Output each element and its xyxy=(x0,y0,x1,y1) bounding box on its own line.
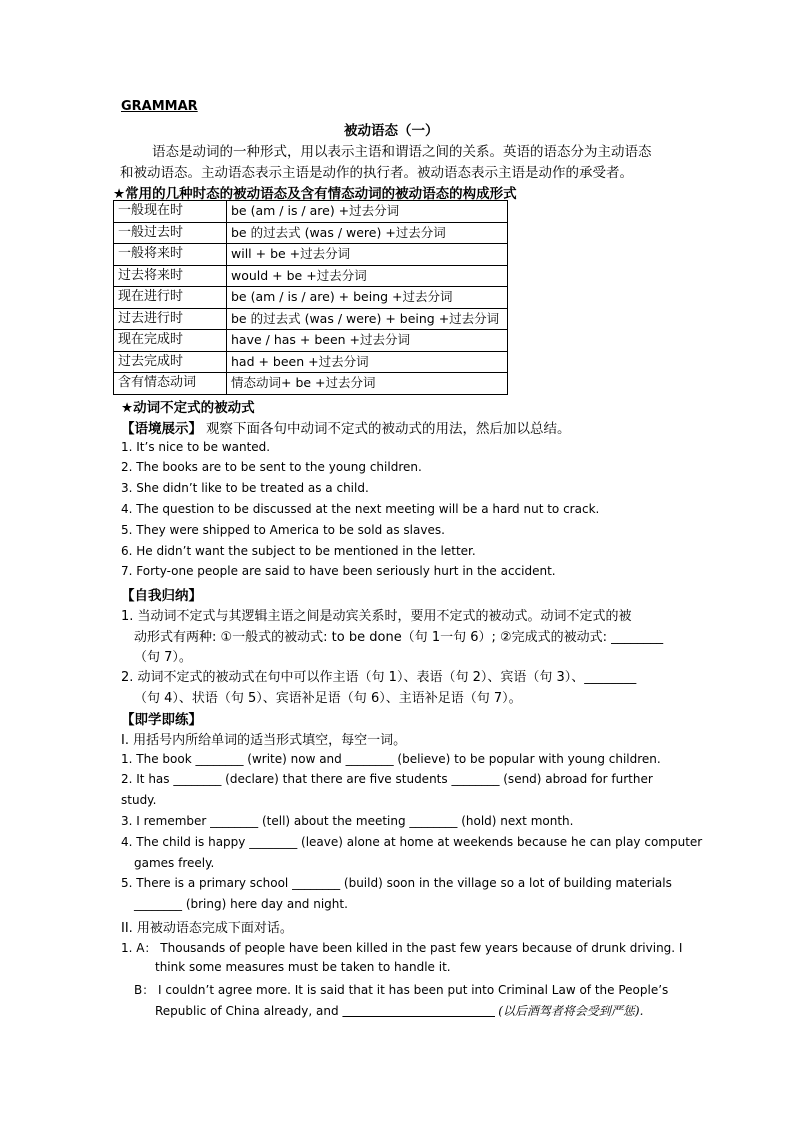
tense-cell: 过去完成时 xyxy=(114,351,227,373)
practice-heading: 【即学即练】 xyxy=(121,712,202,728)
summary-item-2-line-2: （句 4）、状语（句 5）、宾语补足语（句 6）、主语补足语（句 7）。 xyxy=(134,691,522,706)
tense-cell: 一般现在时 xyxy=(114,201,227,223)
dialogue-b-text: Republic of China already, and xyxy=(155,1004,339,1018)
tense-cell: 现在完成时 xyxy=(114,330,227,352)
question-2-line-2: study. xyxy=(121,793,157,807)
table-row xyxy=(114,222,508,244)
tense-cell: 一般将来时 xyxy=(114,244,227,266)
summary-item-1-line-1: 1. 当动词不定式与其逻辑主语之间是动宾关系时，要用不定式的被动式。动词不定式的被 xyxy=(121,609,632,624)
intro-line-1: 语态是动词的一种形式，用以表示主语和谓语之间的关系。英语的语态分为主动语态 xyxy=(152,144,652,160)
form-cell: have / has + been +过去分词 xyxy=(227,330,508,352)
context-label: 【语境展示】 xyxy=(121,421,202,437)
summary-item-2-line-1: 2. 动词不定式的被动式在句中可以作主语（句 1）、表语（句 2）、宾语（句 3）、________ xyxy=(121,670,637,685)
table-row xyxy=(114,330,508,352)
dialogue-a-line-2: think some measures must be taken to handle it. xyxy=(155,960,451,974)
example-4: 4. The question to be discussed at the next meeting will be a hard nut to crack. xyxy=(121,502,600,516)
context-instruction: 观察下面各句中动词不定式的被动式的用法，然后加以总结。 xyxy=(206,421,571,437)
form-cell: be 的过去式 (was / were) +过去分词 xyxy=(227,222,508,244)
summary-heading: 【自我归纳】 xyxy=(121,588,202,604)
table-row xyxy=(114,351,508,373)
table-row xyxy=(114,373,508,395)
question-3: 3. I remember ________ (tell) about the meeting ________ (hold) next month. xyxy=(121,814,574,828)
question-5-line-2: ________ (bring) here day and night. xyxy=(134,897,348,911)
question-1: 1. The book ________ (write) now and ________ (believe) to be popular with young children. xyxy=(121,752,661,766)
example-5: 5. They were shipped to America to be sold as slaves. xyxy=(121,523,445,537)
passive-forms-table xyxy=(113,200,508,395)
form-cell: be (am / is / are) + being +过去分词 xyxy=(227,287,508,309)
question-4-line-2: games freely. xyxy=(134,856,215,870)
question-5-line-1: 5. There is a primary school ________ (build) soon in the village so a lot of building materials xyxy=(121,876,672,890)
table-row xyxy=(114,265,508,287)
example-6: 6. He didn’t want the subject to be mentioned in the letter. xyxy=(121,544,476,558)
question-2-line-1: 2. It has ________ (declare) that there are five students ________ (send) abroad for further xyxy=(121,772,653,786)
question-4-line-1: 4. The child is happy ________ (leave) alone at home at weekends because he can play computer xyxy=(121,835,703,849)
practice-part-1-title: I. 用括号内所给单词的适当形式填空，每空一词。 xyxy=(121,733,407,748)
grammar-label: GRAMMAR xyxy=(121,99,198,114)
form-cell: 情态动词+ be +过去分词 xyxy=(227,373,508,395)
example-1: 1. It’s nice to be wanted. xyxy=(121,440,271,454)
dialogue-a-line-1: 1. A： Thousands of people have been killed in the past few years because of drunk driving. I xyxy=(121,941,683,955)
context-row xyxy=(121,417,571,437)
table-row xyxy=(114,201,508,223)
example-3: 3. She didn’t like to be treated as a child. xyxy=(121,481,369,495)
tense-cell: 现在进行时 xyxy=(114,287,227,309)
example-7: 7. Forty-one people are said to have been seriously hurt in the accident. xyxy=(121,564,556,578)
form-cell: had + been +过去分词 xyxy=(227,351,508,373)
intro-line-2: 和被动语态。主动语态表示主语是动作的执行者。被动语态表示主语是动作的承受者。 xyxy=(120,165,633,181)
section-heading-passive-forms: ★常用的几种时态的被动语态及含有情态动词的被动语态的构成形式 xyxy=(113,186,517,202)
summary-item-1-line-3: （句 7）。 xyxy=(134,650,192,665)
chinese-hint: (以后酒驾者将会受到严惩). xyxy=(498,1004,644,1018)
dialogue-b-line-1: B： I couldn’t agree more. It is said that it has been put into Criminal Law of the People’s xyxy=(134,983,669,997)
table-row xyxy=(114,244,508,266)
form-cell: be 的过去式 (was / were) + being +过去分词 xyxy=(227,308,508,330)
form-cell: will + be +过去分词 xyxy=(227,244,508,266)
section-heading-infinitive: ★动词不定式的被动式 xyxy=(121,400,255,416)
tense-cell: 过去将来时 xyxy=(114,265,227,287)
practice-part-2-title: II. 用被动语态完成下面对话。 xyxy=(121,921,293,936)
tense-cell: 一般过去时 xyxy=(114,222,227,244)
example-2: 2. The books are to be sent to the young children. xyxy=(121,460,422,474)
tense-cell: 含有情态动词 xyxy=(114,373,227,395)
dialogue-b-line-2 xyxy=(155,1002,643,1019)
page-title: 被动语态（一） xyxy=(344,123,439,139)
form-cell: would + be +过去分词 xyxy=(227,265,508,287)
tense-cell: 过去进行时 xyxy=(114,308,227,330)
answer-blank[interactable] xyxy=(342,1004,494,1018)
table-row xyxy=(114,308,508,330)
table-row xyxy=(114,287,508,309)
form-cell: be (am / is / are) +过去分词 xyxy=(227,201,508,223)
summary-item-1-line-2: 动形式有两种: ①一般式的被动式: to be done（句 1一句 6）; ②完成式的被动式: ________ xyxy=(134,630,664,645)
